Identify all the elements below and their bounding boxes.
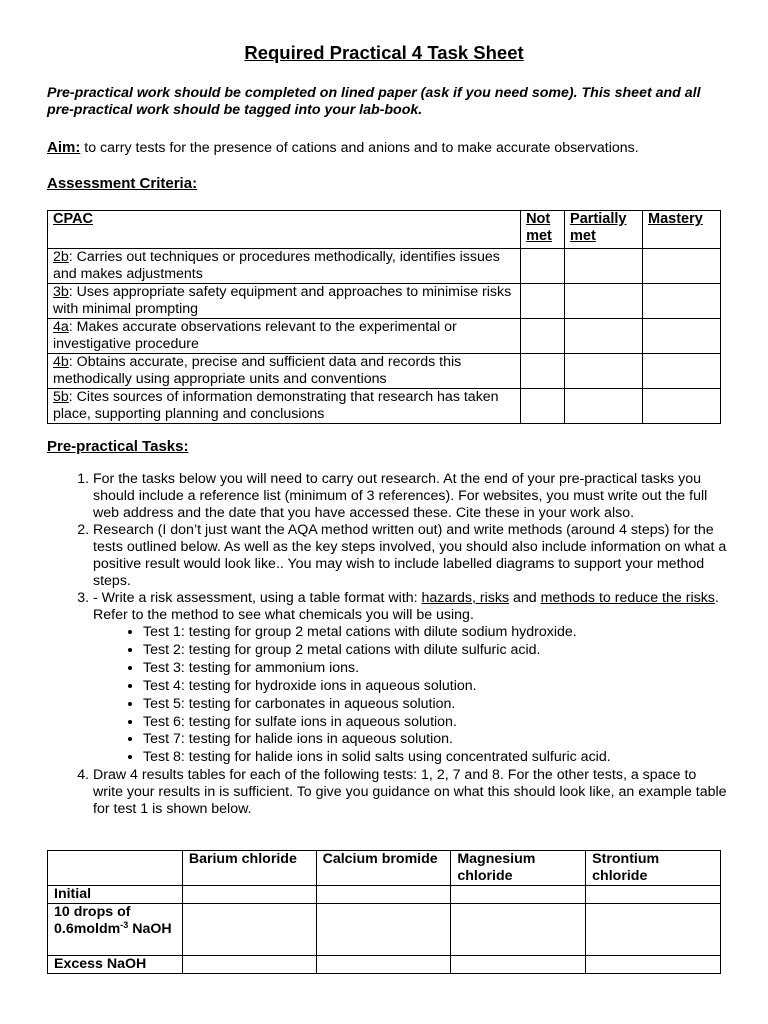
result-cell[interactable] <box>586 886 721 904</box>
table-row <box>48 389 721 424</box>
header-partially-met: Partially met <box>565 211 643 249</box>
result-cell[interactable] <box>586 956 721 974</box>
criterion-code: 4b <box>53 354 69 370</box>
mastery-cell[interactable] <box>643 319 721 354</box>
row-label-initial: Initial <box>48 886 183 904</box>
task-3-text-post: . Refer to the method to see what chemicals you will be using. <box>93 590 719 623</box>
label-naoh-text: NaOH <box>128 921 172 937</box>
result-cell[interactable] <box>451 956 586 974</box>
result-cell[interactable] <box>586 904 721 956</box>
task-3-text-pre: - Write a risk assessment, using a table format with: <box>93 590 422 606</box>
result-cell[interactable] <box>451 886 586 904</box>
task-item-2: 2. Research (I don’t just want the AQA method written out) and write methods (around 4 steps) for the tests outlined below. As well as the key steps involved, you should also include information on what a positive result would look like.. You may wish to include labelled diagrams to support your method steps. <box>93 522 727 590</box>
not-met-cell[interactable] <box>521 249 565 284</box>
list-item: • Test 7: testing for halide ions in aqueous solution. <box>143 731 727 749</box>
criterion-code: 5b <box>53 389 69 405</box>
aim-statement <box>47 139 737 157</box>
header-not-met: Not met <box>521 211 565 249</box>
criterion-code: 3b <box>53 284 69 300</box>
assessment-criteria-table <box>47 210 721 424</box>
result-cell[interactable] <box>182 886 316 904</box>
partially-met-cell[interactable] <box>565 284 643 319</box>
criterion-text: : Uses appropriate safety equipment and approaches to minimise risks with minimal prompting <box>53 284 512 317</box>
mastery-cell[interactable] <box>643 389 721 424</box>
mastery-cell[interactable] <box>643 249 721 284</box>
list-item: • Test 1: testing for group 2 metal cations with dilute sodium hydroxide. <box>143 624 727 642</box>
result-cell[interactable] <box>316 956 451 974</box>
mastery-cell[interactable] <box>643 354 721 389</box>
task-list <box>47 471 727 818</box>
partially-met-cell[interactable] <box>565 249 643 284</box>
list-item: • Test 5: testing for carbonates in aqueous solution. <box>143 696 727 714</box>
aim-text: to carry tests for the presence of cations and anions and to make accurate observations. <box>80 140 639 156</box>
tasks-heading: Pre-practical Tasks: <box>47 438 189 455</box>
task-item-1: 1. For the tasks below you will need to carry out research. At the end of your pre-practical tasks you should include a reference list (minimum of 3 references). For websites, you must write out the full web address and the date that you have accessed these. Cite these in your work also. <box>93 471 727 522</box>
header-blank <box>48 851 183 886</box>
criterion-text: : Carries out techniques or procedures methodically, identifies issues and makes adjustments <box>53 249 500 282</box>
label-superscript: -3 <box>120 920 129 930</box>
partially-met-cell[interactable] <box>565 354 643 389</box>
example-results-table <box>47 850 721 974</box>
table-row <box>48 249 721 284</box>
intro-instructions: Pre-practical work should be completed on lined paper (ask if you need some). This sheet and all pre-practical work should be tagged into your lab-book. <box>47 85 701 118</box>
not-met-cell[interactable] <box>521 284 565 319</box>
label-10-drops-text: 10 drops of 0.6moldm <box>54 904 131 937</box>
not-met-cell[interactable] <box>521 389 565 424</box>
list-item: • Test 6: testing for sulfate ions in aqueous solution. <box>143 714 727 732</box>
result-cell[interactable] <box>316 886 451 904</box>
task-item-4: 4. Draw 4 results tables for each of the following tests: 1, 2, 7 and 8. For the other tests, a space to write your results in is sufficient. To give you guidance on what this should look like, an example table for test 1 is shown below. <box>93 767 727 818</box>
result-cell[interactable] <box>451 904 586 956</box>
criterion-code: 4a <box>53 319 69 335</box>
table-row <box>48 956 721 974</box>
table-row <box>48 319 721 354</box>
table-row <box>48 354 721 389</box>
task-3-text-mid: and <box>509 590 541 606</box>
criterion-cell <box>48 389 521 424</box>
page-title: Required Practical 4 Task Sheet <box>244 42 524 63</box>
assessment-heading: Assessment Criteria: <box>47 175 198 192</box>
header-barium-chloride: Barium chloride <box>182 851 316 886</box>
list-item: • Test 8: testing for halide ions in solid salts using concentrated sulfuric acid. <box>143 749 727 767</box>
criterion-text: : Makes accurate observations relevant to the experimental or investigative procedure <box>53 319 457 352</box>
row-label-10-drops <box>48 904 183 956</box>
criterion-code: 2b <box>53 249 69 265</box>
assessment-header-row <box>48 211 721 249</box>
partially-met-cell[interactable] <box>565 319 643 354</box>
result-cell[interactable] <box>316 904 451 956</box>
table-row <box>48 886 721 904</box>
criterion-cell <box>48 284 521 319</box>
criterion-cell <box>48 354 521 389</box>
not-met-cell[interactable] <box>521 319 565 354</box>
task-3-methods-reduce: methods to reduce the risks <box>540 590 715 606</box>
header-strontium-chloride: Strontium chloride <box>586 851 721 886</box>
task-3-hazards-risks: hazards, risks <box>421 590 510 606</box>
aim-label: Aim: <box>47 139 81 156</box>
header-calcium-bromide: Calcium bromide <box>316 851 451 886</box>
result-cell[interactable] <box>182 956 316 974</box>
not-met-cell[interactable] <box>521 354 565 389</box>
criterion-cell <box>48 319 521 354</box>
header-cpac: CPAC <box>48 211 521 249</box>
list-item: • Test 4: testing for hydroxide ions in aqueous solution. <box>143 678 727 696</box>
criterion-text: : Cites sources of information demonstrating that research has taken place, supporting planning and conclusions <box>53 389 499 422</box>
list-item: • Test 2: testing for group 2 metal cations with dilute sulfuric acid. <box>143 642 727 660</box>
criterion-cell <box>48 249 521 284</box>
task-numbered-list <box>47 471 727 818</box>
table-row <box>48 904 721 956</box>
criterion-text: : Obtains accurate, precise and sufficient data and records this methodically using appropriate units and conventions <box>53 354 462 387</box>
test-bullet-list <box>93 624 727 767</box>
task-item-3 <box>93 590 727 767</box>
mastery-cell[interactable] <box>643 284 721 319</box>
list-item: • Test 3: testing for ammonium ions. <box>143 660 727 678</box>
partially-met-cell[interactable] <box>565 389 643 424</box>
row-label-excess-naoh: Excess NaOH <box>48 956 183 974</box>
header-mastery: Mastery <box>643 211 721 249</box>
result-cell[interactable] <box>182 904 316 956</box>
header-magnesium-chloride: Magnesium chloride <box>451 851 586 886</box>
results-header-row <box>48 851 721 886</box>
table-row <box>48 284 721 319</box>
